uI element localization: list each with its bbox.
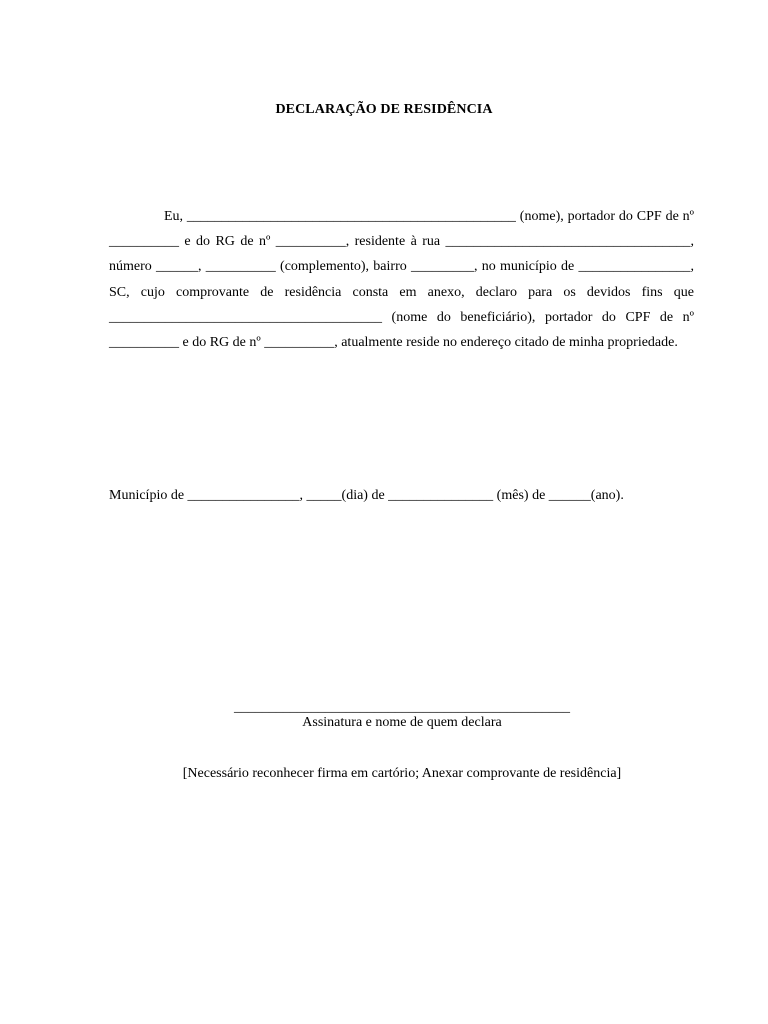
- date-line: Município de ________________, _____(dia) de _______________ (mês) de ______(ano).: [109, 488, 624, 503]
- signature-line: ________________________________________________: [234, 700, 570, 715]
- signature-label: Assinatura e nome de quem declara: [302, 715, 502, 730]
- declaration-body: Eu, _______________________________________________ (nome), portador do CPF de nº __________ e do RG de nº __________, residente à rua ___________________________________, número ______, __________ (complemento), bairro _________, no município de ________________, SC, cujo comprovante de residência consta em anexo, declaro para os devidos fins que _______________________________________ (nome do beneficiário), portador do CPF de nº __________ e do RG de nº __________, atualmente reside no endereço citado de minha propriedade.: [109, 209, 694, 351]
- notary-note: [Necessário reconhecer firma em cartório; Anexar comprovante de residência]: [182, 766, 622, 781]
- document-title: DECLARAÇÃO DE RESIDÊNCIA: [275, 102, 493, 117]
